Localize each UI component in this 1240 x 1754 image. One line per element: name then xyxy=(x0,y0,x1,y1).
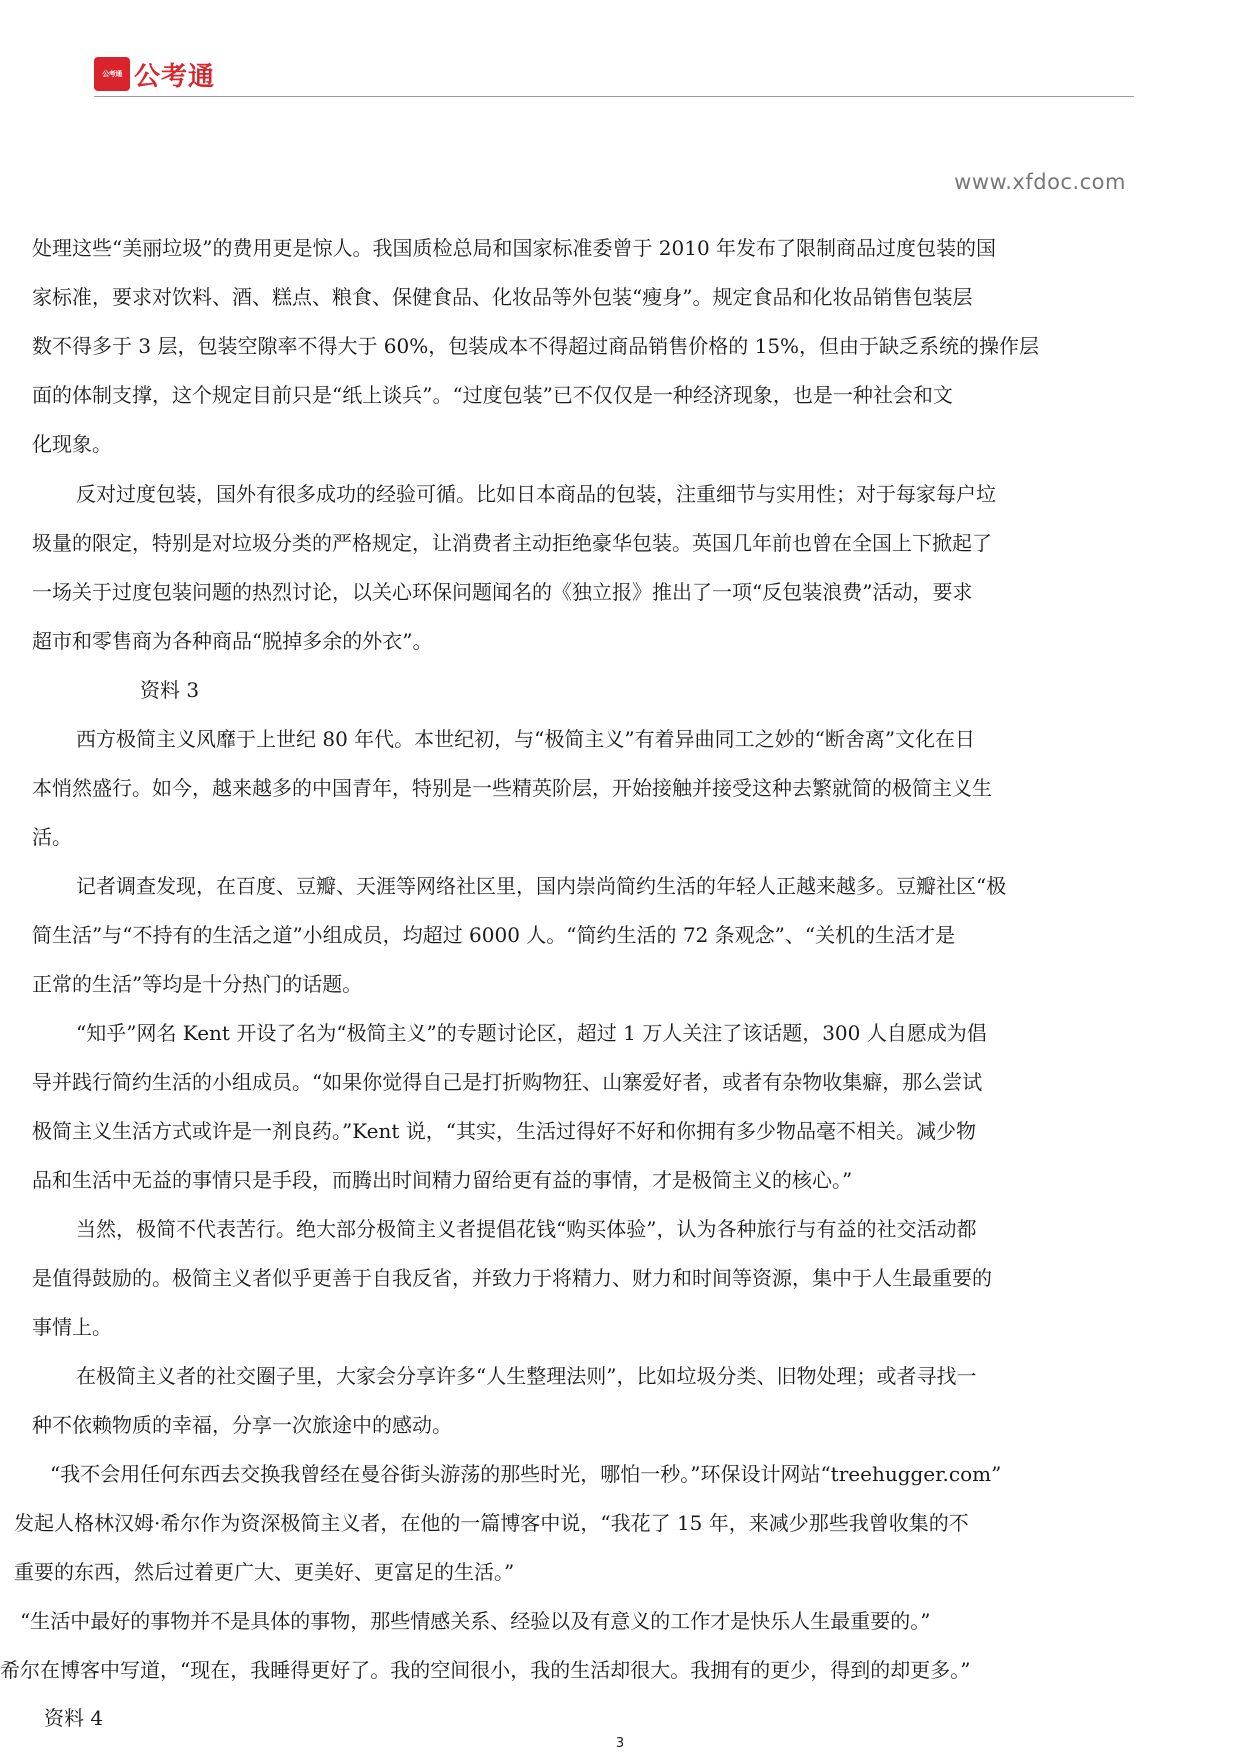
header-divider xyxy=(94,96,1134,97)
text-line: 西方极简主义风靡于上世纪 80 年代。本世纪初，与“极简主义”有着异曲同工之妙的“断舍离”文化在日 xyxy=(76,727,976,751)
text-line: 面的体制支撑，这个规定目前只是“纸上谈兵”。“过度包装”已不仅仅是一种经济现象，也是一种社会和文 xyxy=(32,383,953,407)
logo-icon: 公考通 xyxy=(94,57,130,91)
text-line: 简生活”与“不持有的生活之道”小组成员，均超过 6000 人。“简约生活的 72 条观念”、“关机的生活才是 xyxy=(32,923,956,947)
text-line: 家标准，要求对饮料、酒、糕点、粮食、保健食品、化妆品等外包装“瘦身”。规定食品和化妆品销售包装层 xyxy=(32,285,973,309)
text-line: 极简主义生活方式或许是一剂良药。”Kent 说，“其实，生活过得好不好和你拥有多少物品毫不相关。减少物 xyxy=(32,1119,976,1143)
text-line: 化现象。 xyxy=(32,432,112,456)
text-line: 品和生活中无益的事情只是手段，而腾出时间精力留给更有益的事情，才是极简主义的核心。” xyxy=(32,1168,853,1192)
text-line: 希尔在博客中写道，“现在，我睡得更好了。我的空间很小，我的生活却很大。我拥有的更少，得到的却更多。” xyxy=(0,1658,971,1682)
text-line: 本悄然盛行。如今，越来越多的中国青年，特别是一些精英阶层，开始接触并接受这种去繁就简的极简主义生 xyxy=(32,776,992,800)
text-line: 超市和零售商为各种商品“脱掉多余的外衣”。 xyxy=(32,629,433,653)
section-heading: 资料 3 xyxy=(140,678,200,702)
text-line: 当然，极简不代表苦行。绝大部分极简主义者提倡花钱“购买体验”，认为各种旅行与有益的社交活动都 xyxy=(76,1217,977,1241)
text-line: 是值得鼓励的。极简主义者似乎更善于自我反省，并致力于将精力、财力和时间等资源，集中于人生最重要的 xyxy=(32,1266,992,1290)
text-line: 发起人格林汉姆·希尔作为资深极简主义者，在他的一篇博客中说，“我花了 15 年，来减少那些我曾收集的不 xyxy=(14,1511,969,1535)
page-number: 3 xyxy=(615,1736,625,1751)
text-line: 处理这些“美丽垃圾”的费用更是惊人。我国质检总局和国家标准委曾于 2010 年发布了限制商品过度包装的国 xyxy=(32,236,997,260)
text-line: “我不会用任何东西去交换我曾经在曼谷街头游荡的那些时光，哪怕一秒。”环保设计网站“treehugger.com” xyxy=(50,1462,1002,1486)
text-line: 正常的生活”等均是十分热门的话题。 xyxy=(32,972,363,996)
text-line: 反对过度包装，国外有很多成功的经验可循。比如日本商品的包装，注重细节与实用性；对于每家每户垃 xyxy=(76,482,996,506)
text-line: 记者调查发现，在百度、豆瓣、天涯等网络社区里，国内崇尚简约生活的年轻人正越来越多。豆瓣社区“极 xyxy=(76,874,1007,898)
logo-text: 公考通 xyxy=(134,61,216,92)
text-line: 数不得多于 3 层，包装空隙率不得大于 60%，包装成本不得超过商品销售价格的 15%，但由于缺乏系统的操作层 xyxy=(32,334,1040,358)
text-line: “生活中最好的事物并不是具体的事物，那些情感关系、经验以及有意义的工作才是快乐人生最重要的。” xyxy=(20,1609,931,1633)
site-url: www.xfdoc.com xyxy=(954,170,1126,194)
text-line: 导并践行简约生活的小组成员。“如果你觉得自己是打折购物狂、山寨爱好者，或者有杂物收集癖，那么尝试 xyxy=(32,1070,983,1094)
text-line: 重要的东西，然后过着更广大、更美好、更富足的生活。” xyxy=(14,1560,515,1584)
header-logo xyxy=(94,57,215,91)
section-heading: 资料 4 xyxy=(44,1706,104,1730)
text-line: 活。 xyxy=(32,825,72,849)
text-line: 圾量的限定，特别是对垃圾分类的严格规定，让消费者主动拒绝豪华包装。英国几年前也曾在全国上下掀起了 xyxy=(32,531,992,555)
text-line: 一场关于过度包装问题的热烈讨论，以关心环保问题闻名的《独立报》推出了一项“反包装浪费”活动，要求 xyxy=(32,580,973,604)
text-line: 在极简主义者的社交圈子里，大家会分享许多“人生整理法则”，比如垃圾分类、旧物处理；或者寻找一 xyxy=(76,1364,977,1388)
text-line: 事情上。 xyxy=(32,1315,112,1339)
text-line: “知乎”网名 Kent 开设了名为“极简主义”的专题讨论区，超过 1 万人关注了该话题，300 人自愿成为倡 xyxy=(76,1021,987,1045)
text-line: 种不依赖物质的幸福，分享一次旅途中的感动。 xyxy=(32,1413,452,1437)
